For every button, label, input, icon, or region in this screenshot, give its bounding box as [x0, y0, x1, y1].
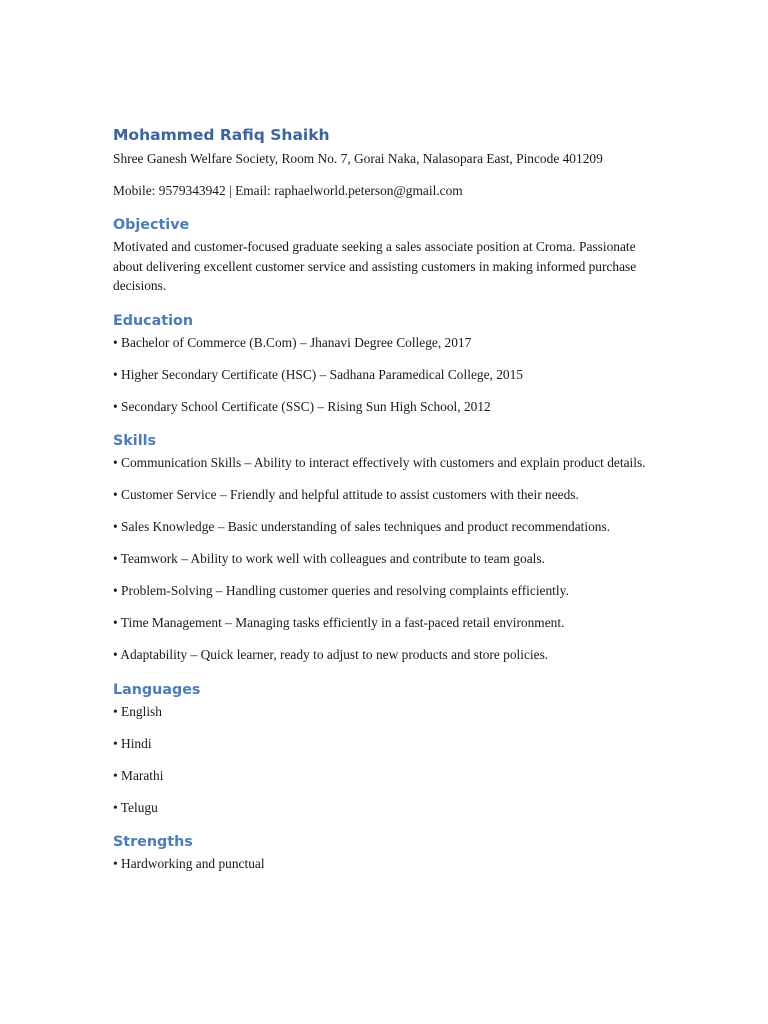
languages-section: [113, 680, 658, 818]
strength-item: • Hardworking and punctual: [113, 856, 265, 871]
education-item: • Bachelor of Commerce (B.Com) – Jhanavi Degree College, 2017: [113, 334, 472, 350]
languages-list: [113, 702, 658, 818]
education-section: [113, 311, 658, 417]
skill-item: • Sales Knowledge – Basic understanding of sales techniques and product recommendations.: [113, 519, 611, 534]
strengths-section: [113, 832, 658, 874]
objective-text: Motivated and customer-focused graduate seeking a sales associate position at Croma. Passionate about delivering excellent customer service and assisting customers in making informed purchase decisions.: [113, 239, 637, 293]
candidate-name: Mohammed Rafiq Shaikh: [113, 126, 330, 144]
skill-item: • Time Management – Managing tasks efficiently in a fast-paced retail environment.: [113, 615, 565, 630]
skill-item: • Problem-Solving – Handling customer queries and resolving complaints efficiently.: [113, 583, 569, 598]
objective-heading: Objective: [113, 217, 190, 233]
skill-item: • Communication Skills – Ability to interact effectively with customers and explain product details.: [113, 455, 646, 470]
languages-heading: Languages: [113, 681, 201, 698]
contact-line: Mobile: 9579343942 | Email: raphaelworld.peterson@gmail.com: [113, 182, 463, 198]
skill-item: • Customer Service – Friendly and helpful attitude to assist customers with their needs.: [113, 487, 579, 502]
language-item: • Marathi: [113, 767, 164, 783]
language-item: • Hindi: [113, 735, 152, 751]
strengths-heading: Strengths: [113, 834, 193, 850]
address-line: Shree Ganesh Welfare Society, Room No. 7, Gorai Naka, Nalasopara East, Pincode 401209: [113, 151, 603, 166]
education-item: • Secondary School Certificate (SSC) – Rising Sun High School, 2012: [113, 398, 491, 414]
skills-heading: Skills: [113, 433, 157, 449]
resume-document: [113, 124, 658, 874]
education-item: • Higher Secondary Certificate (HSC) – Sadhana Paramedical College, 2015: [113, 366, 524, 382]
skill-item: • Teamwork – Ability to work well with colleagues and contribute to team goals.: [113, 551, 545, 566]
strengths-list: [113, 854, 658, 874]
skill-item: • Adaptability – Quick learner, ready to adjust to new products and store policies.: [113, 647, 549, 662]
objective-section: [113, 215, 658, 296]
language-item: • English: [113, 703, 162, 719]
language-item: • Telugu: [113, 799, 158, 815]
skills-section: [113, 431, 658, 665]
education-heading: Education: [113, 312, 194, 329]
education-list: [113, 333, 658, 417]
skills-list: [113, 453, 658, 665]
